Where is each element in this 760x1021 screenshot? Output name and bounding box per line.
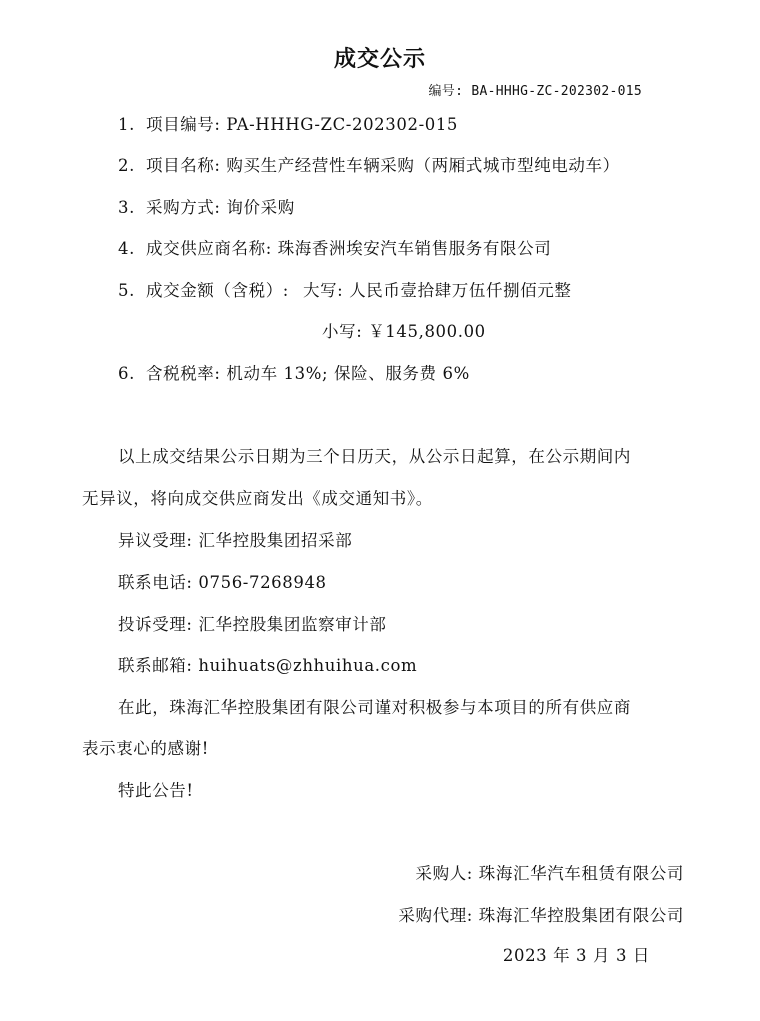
item-text: 成交金额（含税）: bbox=[146, 281, 289, 300]
item-number: 2. bbox=[118, 156, 135, 175]
complaint-contact: 投诉受理: 汇华控股集团监察审计部 bbox=[118, 615, 387, 634]
item-deal-amount bbox=[118, 277, 571, 301]
item-supplier-name bbox=[118, 235, 551, 259]
item-project-name bbox=[118, 152, 620, 176]
item-procurement-method bbox=[118, 194, 295, 218]
item-number: 5. bbox=[118, 281, 135, 300]
item-text: 成交供应商名称: 珠海香洲埃安汽车销售服务有限公司 bbox=[146, 239, 552, 258]
purchaser: 采购人: 珠海汇华汽车租赁有限公司 bbox=[415, 864, 684, 883]
page-title: 成交公示 bbox=[333, 47, 426, 72]
item-number: 6. bbox=[118, 364, 135, 383]
paragraph-line: 无异议，将向成交供应商发出《成交通知书》。 bbox=[82, 489, 433, 508]
item-text: 项目名称: 购买生产经营性车辆采购（两厢式城市型纯电动车） bbox=[146, 156, 620, 175]
item-text: 采购方式: 询价采购 bbox=[146, 198, 295, 217]
item-project-number bbox=[118, 111, 458, 135]
announcement-closing: 特此公告! bbox=[118, 781, 194, 800]
contact-email: 联系邮箱: huihuats@zhhuihua.com bbox=[118, 656, 418, 675]
item-tax-rate bbox=[118, 360, 470, 384]
amount-uppercase: 大写: 人民币壹拾肆万伍仟捌佰元整 bbox=[302, 281, 572, 300]
item-text: 项目编号: PA-HHHG-ZC-202302-015 bbox=[146, 115, 459, 134]
item-number: 1. bbox=[118, 115, 135, 134]
amount-lowercase: 小写: ￥145,800.00 bbox=[322, 322, 486, 341]
procurement-agent: 采购代理: 珠海汇华控股集团有限公司 bbox=[398, 906, 684, 925]
thanks-line: 在此，珠海汇华控股集团有限公司谨对积极参与本项目的所有供应商 bbox=[118, 698, 631, 717]
item-number: 4. bbox=[118, 239, 135, 258]
item-number: 3. bbox=[118, 198, 135, 217]
item-text: 含税税率: 机动车 13%; 保险、服务费 6% bbox=[146, 364, 470, 383]
objection-contact: 异议受理: 汇华控股集团招采部 bbox=[118, 531, 353, 550]
announcement-date: 2023 年 3 月 3 日 bbox=[502, 946, 650, 965]
paragraph-line: 以上成交结果公示日期为三个日历天，从公示日起算，在公示期间内 bbox=[118, 447, 631, 466]
contact-phone: 联系电话: 0756-7268948 bbox=[118, 573, 327, 592]
thanks-line: 表示衷心的感谢! bbox=[82, 739, 209, 758]
document-number: 编号: BA-HHHG-ZC-202302-015 bbox=[428, 84, 642, 99]
